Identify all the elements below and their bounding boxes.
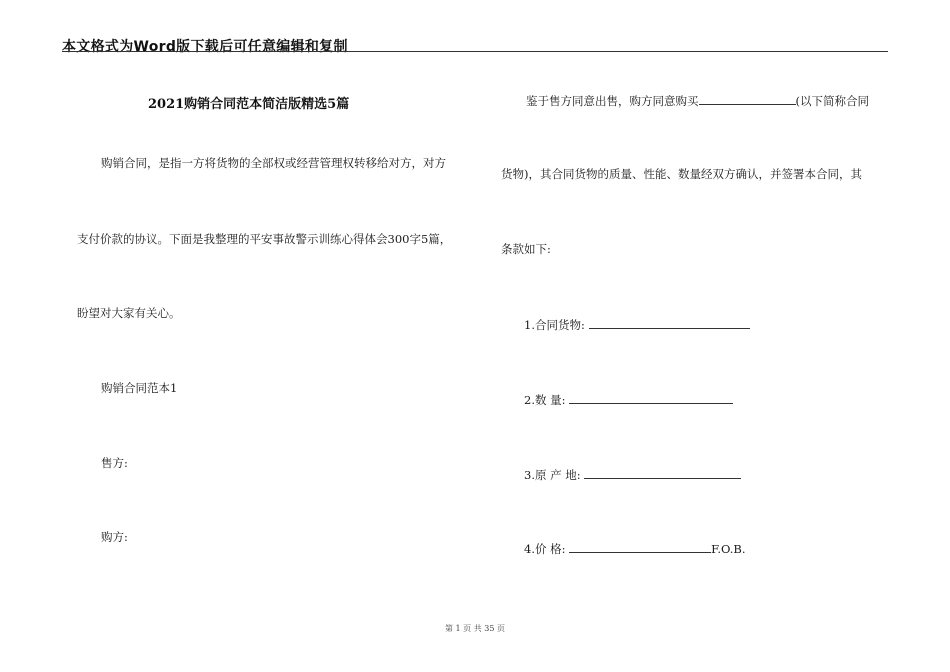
clause-item <box>524 392 733 407</box>
intro-paragraph-line-2: 支付价款的协议。下面是我整理的平安事故警示训练心得体会300字5篇， <box>77 232 452 246</box>
preamble-line-2: 货物)，其合同货物的质量、性能、数量经双方确认，并签署本合同，其 <box>501 167 862 181</box>
seller-label: 售方: <box>101 456 128 470</box>
goods-blank <box>699 93 796 105</box>
clause-label: 1.合同货物: <box>524 318 585 332</box>
clause-label: 3.原 产 地: <box>524 468 581 482</box>
clause-item <box>524 541 746 556</box>
intro-paragraph-line-3: 盼望对大家有关心。 <box>77 306 181 320</box>
header-divider <box>62 51 888 52</box>
header-title: 本文格式为Word版下载后可任意编辑和复制 <box>62 39 348 55</box>
clause-item <box>524 467 741 482</box>
clause-blank <box>569 541 711 553</box>
page-number: 第 1 页 共 35 页 <box>445 624 505 633</box>
clause-blank <box>569 392 733 404</box>
clause-suffix: F.O.B. <box>711 542 746 556</box>
buyer-label: 购方: <box>101 530 128 544</box>
clause-blank <box>584 467 741 479</box>
page-header <box>62 32 888 55</box>
clause-label: 2.数 量: <box>524 393 566 407</box>
preamble-line-1 <box>526 93 869 108</box>
clause-label: 4.价 格: <box>524 542 566 556</box>
preamble-line-1-suffix: (以下简称合同 <box>795 94 869 108</box>
document-title: 2021购销合同范本简洁版精选5篇 <box>148 97 350 112</box>
section-heading: 购销合同范本1 <box>101 381 178 395</box>
clause-blank <box>589 317 750 329</box>
preamble-line-1-text: 鉴于售方同意出售，购方同意购买 <box>526 94 699 108</box>
preamble-line-3: 条款如下: <box>501 242 551 256</box>
intro-paragraph-line-1: 购销合同，是指一方将货物的全部权或经营管理权转移给对方，对方 <box>101 156 446 170</box>
clause-item <box>524 317 750 332</box>
